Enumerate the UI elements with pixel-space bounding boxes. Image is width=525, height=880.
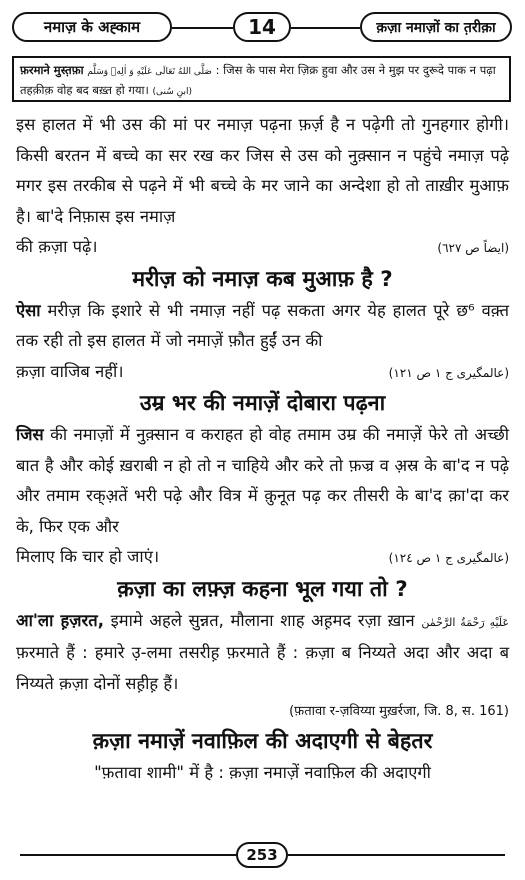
notice-label: फ़रमाने मुस्त़फ़ा xyxy=(20,63,84,77)
hadith-notice-box xyxy=(12,56,511,102)
paragraph-3 xyxy=(16,420,509,542)
paragraph-2-last: क़ज़ा वाजिब नहीं। xyxy=(16,361,124,381)
paragraph-3-ref: (عالمگیری ج ١ ص ١٢٤) xyxy=(388,551,509,565)
header-chapter-title: क़ज़ा नमाज़ों का त़रीक़ा xyxy=(360,12,512,42)
paragraph-1-end xyxy=(16,232,509,263)
page-number: 253 xyxy=(236,842,288,868)
heading-forgot-qaza-word: क़ज़ा का लफ़्ज़ कहना भूल गया तो ? xyxy=(117,576,408,602)
paragraph-3-lead: जिस xyxy=(16,425,44,444)
paragraph-1-last: की क़ज़ा पढ़े। xyxy=(16,237,98,256)
main-content xyxy=(16,110,509,789)
notice-salutation: صَلَّى اللهُ تَعَالَى عَلَيْهِ وَ اٰلِهٖ وَسَلَّم xyxy=(87,67,212,77)
paragraph-4 xyxy=(16,606,509,700)
paragraph-4-arabic: عَلَيْهِ رَحْمَةُ الرَّحْمٰن xyxy=(421,615,510,629)
heading-patient-prayer: मरीज़ को नमाज़ कब मुआफ़ है ? xyxy=(132,266,393,292)
paragraph-5: "फ़तावा शामी" में है : क़ज़ा नमाज़ें नवाफ़िल की अदाएगी xyxy=(94,763,431,782)
notice-text: : जिस के पास मेरा ज़िक्र हुवा और उस ने मुझ पर दुरूदे पाक न पढ़ा तहक़ीक़ वोह बद बख़्त हो गया। xyxy=(20,63,496,97)
header-page-badge: 14 xyxy=(233,12,291,42)
header-book-title: नमाज़ के अह्काम xyxy=(12,12,172,42)
paragraph-2-text: मरीज़ कि इशारे से भी नमाज़ नहीं पढ़ सकता अगर येह हालत पूरे छ⁶ वक़्त तक रही तो इस हालत में जो नमाज़ें फ़ौत हुईं उन की xyxy=(16,300,509,350)
paragraph-4-text1: इमामे अहले सुन्नत, मौलाना शाह अह़मद रज़ा ख़ान xyxy=(103,610,415,630)
heading-qaza-better-than-nafl: क़ज़ा नमाज़ें नवाफ़िल की अदाएगी से बेहतर xyxy=(92,729,433,754)
heading-lifetime-prayers: उम्र भर की नमाज़ें दोबारा पढ़ना xyxy=(139,391,386,416)
paragraph-2-ref: (عالمگیری ج ١ ص ١٢١) xyxy=(388,365,509,380)
paragraph-3-last: मिलाए कि चार हो जाएं। xyxy=(16,547,160,566)
paragraph-1: इस हालत में भी उस की मां पर नमाज़ पढ़ना फ़र्ज़ है न पढ़ेगी तो गुनहगार होगी। किसी बरतन में बच्चे का सर रख कर जिस से उस को नुक़्सान न पहुंचे नमाज़ पढ़े मगर इस तरकीब से पढ़ने में भी बच्चे के मर जाने का अन्देशा हो तो ताख़ीर मुआफ़ है। बा'दे निफ़ास इस नमाज़ xyxy=(16,115,509,226)
footer-rule-right xyxy=(288,854,505,856)
paragraph-4-text2: फ़रमाते हैं : हमारे उ़-लमा तसरीह़ फ़रमाते हैं : क़ज़ा ब निय्यते अदा और अदा ब निय्यते क़ज़ा दोनों सह़ीह़ हैं। xyxy=(16,643,509,693)
header-rule-right xyxy=(291,27,360,29)
paragraph-1-ref: (ایضاً ص ٦٢٧) xyxy=(437,241,509,255)
paragraph-4-lead: आ'ला ह़ज़रत, xyxy=(16,610,104,630)
notice-source: (ابنِ سُنی) xyxy=(152,87,193,97)
paragraph-2-end xyxy=(16,357,509,388)
citation-fatawa-rizwiya: (फ़तावा र-ज़विय्या मुख़र्रजा, जि. 8, स. 161) xyxy=(289,704,509,719)
paragraph-2 xyxy=(16,296,509,357)
paragraph-2-lead: ऐसा xyxy=(16,300,41,320)
header-rule-left xyxy=(172,27,233,29)
paragraph-3-text: की नमाज़ों में नुक़्सान व कराहत हो वोह तमाम उम्र की नमाज़ें फेरे तो अच्छी बात है और कोई ख़राबी न हो तो न चाहिये और करे तो फ़ज्र व अ़स्र के बा'द न पढ़े और तमाम रक्अ़तें भरी पढ़े और वित्र में क़ुनूत पढ़ कर तीसरी के बा'द क़ा'दा कर के, फिर एक और xyxy=(16,425,509,536)
footer-rule-left xyxy=(20,854,236,856)
paragraph-3-end xyxy=(16,542,509,573)
